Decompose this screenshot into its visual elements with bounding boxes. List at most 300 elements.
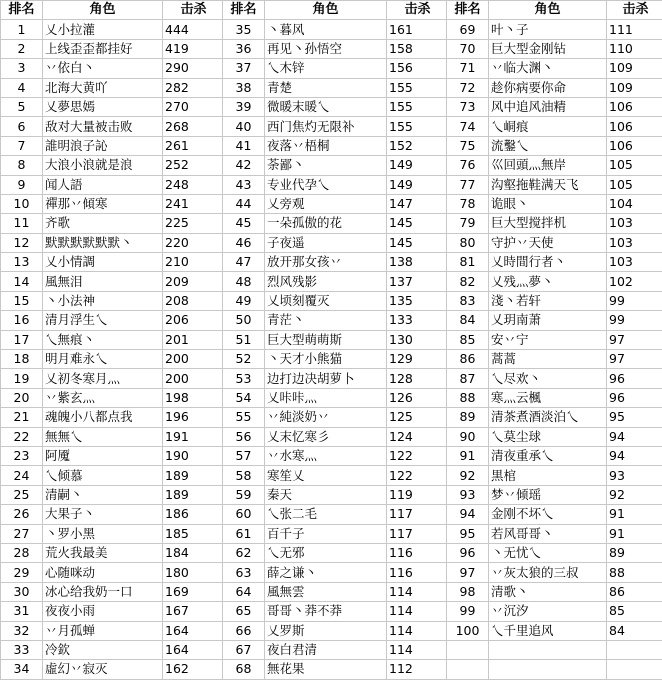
header-rank: 排名 bbox=[447, 1, 489, 20]
kills-cell: 180 bbox=[163, 563, 223, 582]
kills-cell: 252 bbox=[163, 156, 223, 175]
table-row bbox=[1, 505, 662, 524]
table-row bbox=[1, 253, 662, 272]
kills-cell: 117 bbox=[387, 505, 447, 524]
role-name-cell: 边打边决胡萝卜 bbox=[265, 369, 387, 388]
kills-cell: 206 bbox=[163, 311, 223, 330]
rank-cell: 82 bbox=[447, 272, 489, 291]
role-name-cell: 丷临大渊丶 bbox=[489, 59, 607, 78]
kills-cell: 114 bbox=[387, 602, 447, 621]
kills-cell: 112 bbox=[387, 660, 447, 679]
rank-cell: 93 bbox=[447, 485, 489, 504]
kills-cell: 105 bbox=[607, 175, 662, 194]
role-name-cell: 乀莫尘球 bbox=[489, 427, 607, 446]
role-name-cell: 西门焦灼无限补 bbox=[265, 117, 387, 136]
role-name-cell: 乂玥南萧 bbox=[489, 311, 607, 330]
kills-cell: 282 bbox=[163, 78, 223, 97]
rank-cell: 28 bbox=[1, 543, 43, 562]
rank-cell: 31 bbox=[1, 602, 43, 621]
kills-cell: 94 bbox=[607, 446, 662, 465]
role-name-cell: 闻人語 bbox=[43, 175, 163, 194]
rank-cell: 92 bbox=[447, 466, 489, 485]
rank-cell: 35 bbox=[223, 20, 265, 39]
role-name-cell: 淺丶若轩 bbox=[489, 291, 607, 310]
role-name-cell: 乀木锌 bbox=[265, 59, 387, 78]
table-row bbox=[1, 97, 662, 116]
kills-cell: 93 bbox=[607, 466, 662, 485]
role-name-cell: 禪那丷傾寒 bbox=[43, 194, 163, 213]
role-name-cell: 冰心给我奶一口 bbox=[43, 582, 163, 601]
role-name-cell: 丶无忧乀 bbox=[489, 543, 607, 562]
role-name-cell: 乂末忆寒彡 bbox=[265, 427, 387, 446]
role-name-cell: 巛回頭灬無岸 bbox=[489, 156, 607, 175]
kills-cell: 419 bbox=[163, 39, 223, 58]
role-name-cell: 夜夜小雨 bbox=[43, 602, 163, 621]
rank-cell: 52 bbox=[223, 350, 265, 369]
rank-cell: 49 bbox=[223, 291, 265, 310]
kills-cell: 186 bbox=[163, 505, 223, 524]
kills-cell: 200 bbox=[163, 350, 223, 369]
kills-cell: 169 bbox=[163, 582, 223, 601]
role-name-cell: 百千子 bbox=[265, 524, 387, 543]
kills-cell: 124 bbox=[387, 427, 447, 446]
role-name-cell: 風無泪 bbox=[43, 272, 163, 291]
rank-cell: 95 bbox=[447, 524, 489, 543]
role-name-cell: 風無雲 bbox=[265, 582, 387, 601]
role-name-cell bbox=[489, 660, 607, 679]
kills-cell: 105 bbox=[607, 156, 662, 175]
role-name-cell: 安丷宁 bbox=[489, 330, 607, 349]
role-name-cell: 沟壑拖鞋满天飞 bbox=[489, 175, 607, 194]
header-role: 角色 bbox=[489, 1, 607, 20]
role-name-cell: 丷紫玄灬 bbox=[43, 388, 163, 407]
rank-cell bbox=[447, 640, 489, 659]
rank-cell: 68 bbox=[223, 660, 265, 679]
kills-cell: 155 bbox=[387, 117, 447, 136]
role-name-cell: 夜白君清 bbox=[265, 640, 387, 659]
table-row bbox=[1, 427, 662, 446]
kills-cell: 190 bbox=[163, 446, 223, 465]
role-name-cell: 默默默默默默丶 bbox=[43, 233, 163, 252]
role-name-cell: 寒灬云楓 bbox=[489, 388, 607, 407]
table-row bbox=[1, 78, 662, 97]
role-name-cell: 巨大型萌萌斯 bbox=[265, 330, 387, 349]
rank-cell: 10 bbox=[1, 194, 43, 213]
kills-cell: 122 bbox=[387, 466, 447, 485]
kills-cell: 103 bbox=[607, 214, 662, 233]
table-row bbox=[1, 408, 662, 427]
rank-cell: 54 bbox=[223, 388, 265, 407]
header-row bbox=[1, 1, 662, 20]
role-name-cell: 巨大型搅拌机 bbox=[489, 214, 607, 233]
rank-cell bbox=[447, 660, 489, 679]
role-name-cell: 青楚 bbox=[265, 78, 387, 97]
role-name-cell: 梦丷倾瑶 bbox=[489, 485, 607, 504]
role-name-cell: 丷水寒灬 bbox=[265, 446, 387, 465]
role-name-cell: 上线歪歪都挂好 bbox=[43, 39, 163, 58]
kills-cell: 103 bbox=[607, 253, 662, 272]
kills-cell: 114 bbox=[387, 621, 447, 640]
rank-cell: 94 bbox=[447, 505, 489, 524]
rank-cell: 6 bbox=[1, 117, 43, 136]
role-name-cell: 丷依白丶 bbox=[43, 59, 163, 78]
role-name-cell: 清月浮生乀 bbox=[43, 311, 163, 330]
table-row bbox=[1, 117, 662, 136]
rank-cell: 3 bbox=[1, 59, 43, 78]
role-name-cell: 守护丷天使 bbox=[489, 233, 607, 252]
role-name-cell: 清嗣丶 bbox=[43, 485, 163, 504]
table-row bbox=[1, 621, 662, 640]
rank-cell: 36 bbox=[223, 39, 265, 58]
role-name-cell: 阿魇 bbox=[43, 446, 163, 465]
rank-cell: 71 bbox=[447, 59, 489, 78]
rank-cell: 19 bbox=[1, 369, 43, 388]
kills-cell: 270 bbox=[163, 97, 223, 116]
role-name-cell: 丶天才小熊猫 bbox=[265, 350, 387, 369]
role-name-cell: 乀倾慕 bbox=[43, 466, 163, 485]
rank-cell: 7 bbox=[1, 136, 43, 155]
kills-cell: 84 bbox=[607, 621, 662, 640]
kills-cell: 109 bbox=[607, 59, 662, 78]
rank-cell: 58 bbox=[223, 466, 265, 485]
table-row bbox=[1, 311, 662, 330]
header-kills: 击杀 bbox=[607, 1, 662, 20]
role-name-cell: 無無乀 bbox=[43, 427, 163, 446]
kills-cell: 104 bbox=[607, 194, 662, 213]
kills-cell: 209 bbox=[163, 272, 223, 291]
table-row bbox=[1, 543, 662, 562]
rank-cell: 20 bbox=[1, 388, 43, 407]
role-name-cell: 蒿蒿 bbox=[489, 350, 607, 369]
kills-cell: 137 bbox=[387, 272, 447, 291]
rank-cell: 70 bbox=[447, 39, 489, 58]
kills-cell: 106 bbox=[607, 97, 662, 116]
rank-cell: 24 bbox=[1, 466, 43, 485]
rank-cell: 73 bbox=[447, 97, 489, 116]
rank-cell: 97 bbox=[447, 563, 489, 582]
rank-cell: 96 bbox=[447, 543, 489, 562]
rank-cell: 78 bbox=[447, 194, 489, 213]
kills-cell: 89 bbox=[607, 543, 662, 562]
kills-cell: 126 bbox=[387, 388, 447, 407]
role-name-cell: 丷純淡奶丷 bbox=[265, 408, 387, 427]
header-kills: 击杀 bbox=[387, 1, 447, 20]
kills-cell bbox=[607, 660, 662, 679]
rank-cell: 86 bbox=[447, 350, 489, 369]
kills-cell: 125 bbox=[387, 408, 447, 427]
rank-cell: 99 bbox=[447, 602, 489, 621]
rank-cell: 4 bbox=[1, 78, 43, 97]
table-row bbox=[1, 485, 662, 504]
rank-cell: 90 bbox=[447, 427, 489, 446]
kills-cell: 158 bbox=[387, 39, 447, 58]
role-name-cell: 敌对大量被击败 bbox=[43, 117, 163, 136]
rank-cell: 89 bbox=[447, 408, 489, 427]
kills-cell: 116 bbox=[387, 543, 447, 562]
role-name-cell: 放开那女孩丷 bbox=[265, 253, 387, 272]
kills-cell: 155 bbox=[387, 78, 447, 97]
rank-cell: 48 bbox=[223, 272, 265, 291]
rank-cell: 81 bbox=[447, 253, 489, 272]
role-name-cell: 冷欽 bbox=[43, 640, 163, 659]
rank-cell: 11 bbox=[1, 214, 43, 233]
role-name-cell: 乂時間行者丶 bbox=[489, 253, 607, 272]
kills-cell: 96 bbox=[607, 388, 662, 407]
kills-cell: 91 bbox=[607, 505, 662, 524]
rank-cell: 18 bbox=[1, 350, 43, 369]
rank-cell: 56 bbox=[223, 427, 265, 446]
rank-cell: 34 bbox=[1, 660, 43, 679]
rank-cell: 88 bbox=[447, 388, 489, 407]
role-name-cell: 子夜遥 bbox=[265, 233, 387, 252]
role-name-cell: 虛幻丷寂灭 bbox=[43, 660, 163, 679]
rank-cell: 74 bbox=[447, 117, 489, 136]
table-row bbox=[1, 136, 662, 155]
rank-cell: 98 bbox=[447, 582, 489, 601]
role-name-cell: 齐歌 bbox=[43, 214, 163, 233]
kills-cell: 155 bbox=[387, 97, 447, 116]
role-name-cell: 丷沉汐 bbox=[489, 602, 607, 621]
role-name-cell: 大浪小浪就是浪 bbox=[43, 156, 163, 175]
kills-cell bbox=[607, 640, 662, 659]
kills-cell: 191 bbox=[163, 427, 223, 446]
role-name-cell: 趁你病要你命 bbox=[489, 78, 607, 97]
role-name-cell: 夜落丷梧桐 bbox=[265, 136, 387, 155]
rank-cell: 75 bbox=[447, 136, 489, 155]
kills-cell: 110 bbox=[607, 39, 662, 58]
table-row bbox=[1, 582, 662, 601]
role-name-cell: 乂小情調 bbox=[43, 253, 163, 272]
kills-cell: 201 bbox=[163, 330, 223, 349]
kills-cell: 106 bbox=[607, 117, 662, 136]
kills-cell: 102 bbox=[607, 272, 662, 291]
kills-cell: 95 bbox=[607, 408, 662, 427]
rank-cell: 80 bbox=[447, 233, 489, 252]
role-name-cell: 乀千里追风 bbox=[489, 621, 607, 640]
kills-cell: 88 bbox=[607, 563, 662, 582]
kills-cell: 97 bbox=[607, 350, 662, 369]
role-name-cell: 流鑿乀 bbox=[489, 136, 607, 155]
rank-cell: 51 bbox=[223, 330, 265, 349]
rank-cell: 72 bbox=[447, 78, 489, 97]
kills-cell: 145 bbox=[387, 233, 447, 252]
kills-cell: 103 bbox=[607, 233, 662, 252]
role-name-cell: 一朵孤傲的花 bbox=[265, 214, 387, 233]
rank-cell: 37 bbox=[223, 59, 265, 78]
role-name-cell: 乂咔咔灬 bbox=[265, 388, 387, 407]
kills-cell: 119 bbox=[387, 485, 447, 504]
rank-cell: 13 bbox=[1, 253, 43, 272]
kills-cell: 152 bbox=[387, 136, 447, 155]
rank-cell: 57 bbox=[223, 446, 265, 465]
role-name-cell: 丷灰太狼的三叔 bbox=[489, 563, 607, 582]
ranking-body bbox=[1, 20, 662, 679]
table-row bbox=[1, 602, 662, 621]
rank-cell: 61 bbox=[223, 524, 265, 543]
role-name-cell: 乂小拉灌 bbox=[43, 20, 163, 39]
rank-cell: 76 bbox=[447, 156, 489, 175]
rank-cell: 65 bbox=[223, 602, 265, 621]
table-row bbox=[1, 194, 662, 213]
rank-cell: 9 bbox=[1, 175, 43, 194]
role-name-cell: 叶丶子 bbox=[489, 20, 607, 39]
kills-cell: 241 bbox=[163, 194, 223, 213]
table-row bbox=[1, 660, 662, 679]
kills-cell: 85 bbox=[607, 602, 662, 621]
kills-cell: 156 bbox=[387, 59, 447, 78]
rank-cell: 62 bbox=[223, 543, 265, 562]
role-name-cell: 丶罗小黑 bbox=[43, 524, 163, 543]
kills-cell: 138 bbox=[387, 253, 447, 272]
kills-cell: 133 bbox=[387, 311, 447, 330]
rank-cell: 2 bbox=[1, 39, 43, 58]
role-name-cell: 再见丶孙悟空 bbox=[265, 39, 387, 58]
role-name-cell: 乂残灬夢丶 bbox=[489, 272, 607, 291]
rank-cell: 27 bbox=[1, 524, 43, 543]
role-name-cell: 清歌丶 bbox=[489, 582, 607, 601]
role-name-cell: 心随咪动 bbox=[43, 563, 163, 582]
rank-cell: 12 bbox=[1, 233, 43, 252]
rank-cell: 53 bbox=[223, 369, 265, 388]
rank-cell: 17 bbox=[1, 330, 43, 349]
role-name-cell: 金刚不坏乀 bbox=[489, 505, 607, 524]
kills-cell: 145 bbox=[387, 214, 447, 233]
kills-cell: 109 bbox=[607, 78, 662, 97]
kills-cell: 164 bbox=[163, 621, 223, 640]
role-name-cell: 若风哥哥丶 bbox=[489, 524, 607, 543]
table-row bbox=[1, 214, 662, 233]
header-rank: 排名 bbox=[223, 1, 265, 20]
table-row bbox=[1, 272, 662, 291]
kills-cell: 184 bbox=[163, 543, 223, 562]
role-name-cell: 乂顷刻覆灭 bbox=[265, 291, 387, 310]
rank-cell: 25 bbox=[1, 485, 43, 504]
rank-cell: 87 bbox=[447, 369, 489, 388]
table-row bbox=[1, 446, 662, 465]
rank-cell: 69 bbox=[447, 20, 489, 39]
rank-cell: 32 bbox=[1, 621, 43, 640]
role-name-cell: 乀张二毛 bbox=[265, 505, 387, 524]
kills-cell: 86 bbox=[607, 582, 662, 601]
rank-cell: 84 bbox=[447, 311, 489, 330]
kills-cell: 196 bbox=[163, 408, 223, 427]
rank-cell: 41 bbox=[223, 136, 265, 155]
table-row bbox=[1, 350, 662, 369]
kills-cell: 91 bbox=[607, 524, 662, 543]
kills-cell: 129 bbox=[387, 350, 447, 369]
kills-cell: 111 bbox=[607, 20, 662, 39]
kills-cell: 290 bbox=[163, 59, 223, 78]
kills-cell: 106 bbox=[607, 136, 662, 155]
role-name-cell: 丶暮风 bbox=[265, 20, 387, 39]
kills-cell: 208 bbox=[163, 291, 223, 310]
table-row bbox=[1, 156, 662, 175]
table-row bbox=[1, 563, 662, 582]
kills-cell: 122 bbox=[387, 446, 447, 465]
header-role: 角色 bbox=[43, 1, 163, 20]
table-row bbox=[1, 388, 662, 407]
role-name-cell: 丷月孤蝉 bbox=[43, 621, 163, 640]
rank-cell: 60 bbox=[223, 505, 265, 524]
rank-cell: 100 bbox=[447, 621, 489, 640]
table-row bbox=[1, 59, 662, 78]
role-name-cell: 乀尽欢丶 bbox=[489, 369, 607, 388]
kills-cell: 114 bbox=[387, 582, 447, 601]
role-name-cell: 薛之谦丶 bbox=[265, 563, 387, 582]
role-name-cell: 巨大型金刚钻 bbox=[489, 39, 607, 58]
role-name-cell: 無花果 bbox=[265, 660, 387, 679]
rank-cell: 47 bbox=[223, 253, 265, 272]
rank-cell: 50 bbox=[223, 311, 265, 330]
role-name-cell bbox=[489, 640, 607, 659]
rank-cell: 77 bbox=[447, 175, 489, 194]
kills-cell: 96 bbox=[607, 369, 662, 388]
kills-cell: 161 bbox=[387, 20, 447, 39]
rank-cell: 44 bbox=[223, 194, 265, 213]
role-name-cell: 风中追风油精 bbox=[489, 97, 607, 116]
header-rank: 排名 bbox=[1, 1, 43, 20]
role-name-cell: 魂魄小八都点我 bbox=[43, 408, 163, 427]
table-row bbox=[1, 20, 662, 39]
kills-cell: 444 bbox=[163, 20, 223, 39]
role-name-cell: 丶小法神 bbox=[43, 291, 163, 310]
kills-cell: 189 bbox=[163, 466, 223, 485]
role-name-cell: 乂罗斯 bbox=[265, 621, 387, 640]
rank-cell: 22 bbox=[1, 427, 43, 446]
role-name-cell: 乂旁观 bbox=[265, 194, 387, 213]
kills-cell: 99 bbox=[607, 311, 662, 330]
role-name-cell: 清夜重承乀 bbox=[489, 446, 607, 465]
header-role: 角色 bbox=[265, 1, 387, 20]
kills-cell: 128 bbox=[387, 369, 447, 388]
kills-cell: 185 bbox=[163, 524, 223, 543]
kills-cell: 97 bbox=[607, 330, 662, 349]
kills-cell: 162 bbox=[163, 660, 223, 679]
rank-cell: 23 bbox=[1, 446, 43, 465]
rank-cell: 21 bbox=[1, 408, 43, 427]
table-row bbox=[1, 39, 662, 58]
kills-cell: 117 bbox=[387, 524, 447, 543]
role-name-cell: 专业代孕乀 bbox=[265, 175, 387, 194]
rank-cell: 59 bbox=[223, 485, 265, 504]
role-name-cell: 乀无邪 bbox=[265, 543, 387, 562]
kills-cell: 198 bbox=[163, 388, 223, 407]
rank-cell: 45 bbox=[223, 214, 265, 233]
kills-cell: 149 bbox=[387, 175, 447, 194]
kills-cell: 164 bbox=[163, 640, 223, 659]
kills-cell: 248 bbox=[163, 175, 223, 194]
role-name-cell: 哥哥丶莽不莽 bbox=[265, 602, 387, 621]
kills-cell: 147 bbox=[387, 194, 447, 213]
kills-cell: 149 bbox=[387, 156, 447, 175]
rank-cell: 39 bbox=[223, 97, 265, 116]
rank-cell: 16 bbox=[1, 311, 43, 330]
rank-cell: 64 bbox=[223, 582, 265, 601]
role-name-cell: 乂初冬寒月灬 bbox=[43, 369, 163, 388]
rank-cell: 66 bbox=[223, 621, 265, 640]
kills-cell: 210 bbox=[163, 253, 223, 272]
kills-cell: 135 bbox=[387, 291, 447, 310]
role-name-cell: 乀無痕丶 bbox=[43, 330, 163, 349]
kills-cell: 200 bbox=[163, 369, 223, 388]
header-kills: 击杀 bbox=[163, 1, 223, 20]
kills-cell: 114 bbox=[387, 640, 447, 659]
table-row bbox=[1, 466, 662, 485]
kills-cell: 99 bbox=[607, 291, 662, 310]
table-row bbox=[1, 175, 662, 194]
kills-cell: 261 bbox=[163, 136, 223, 155]
rank-cell: 79 bbox=[447, 214, 489, 233]
